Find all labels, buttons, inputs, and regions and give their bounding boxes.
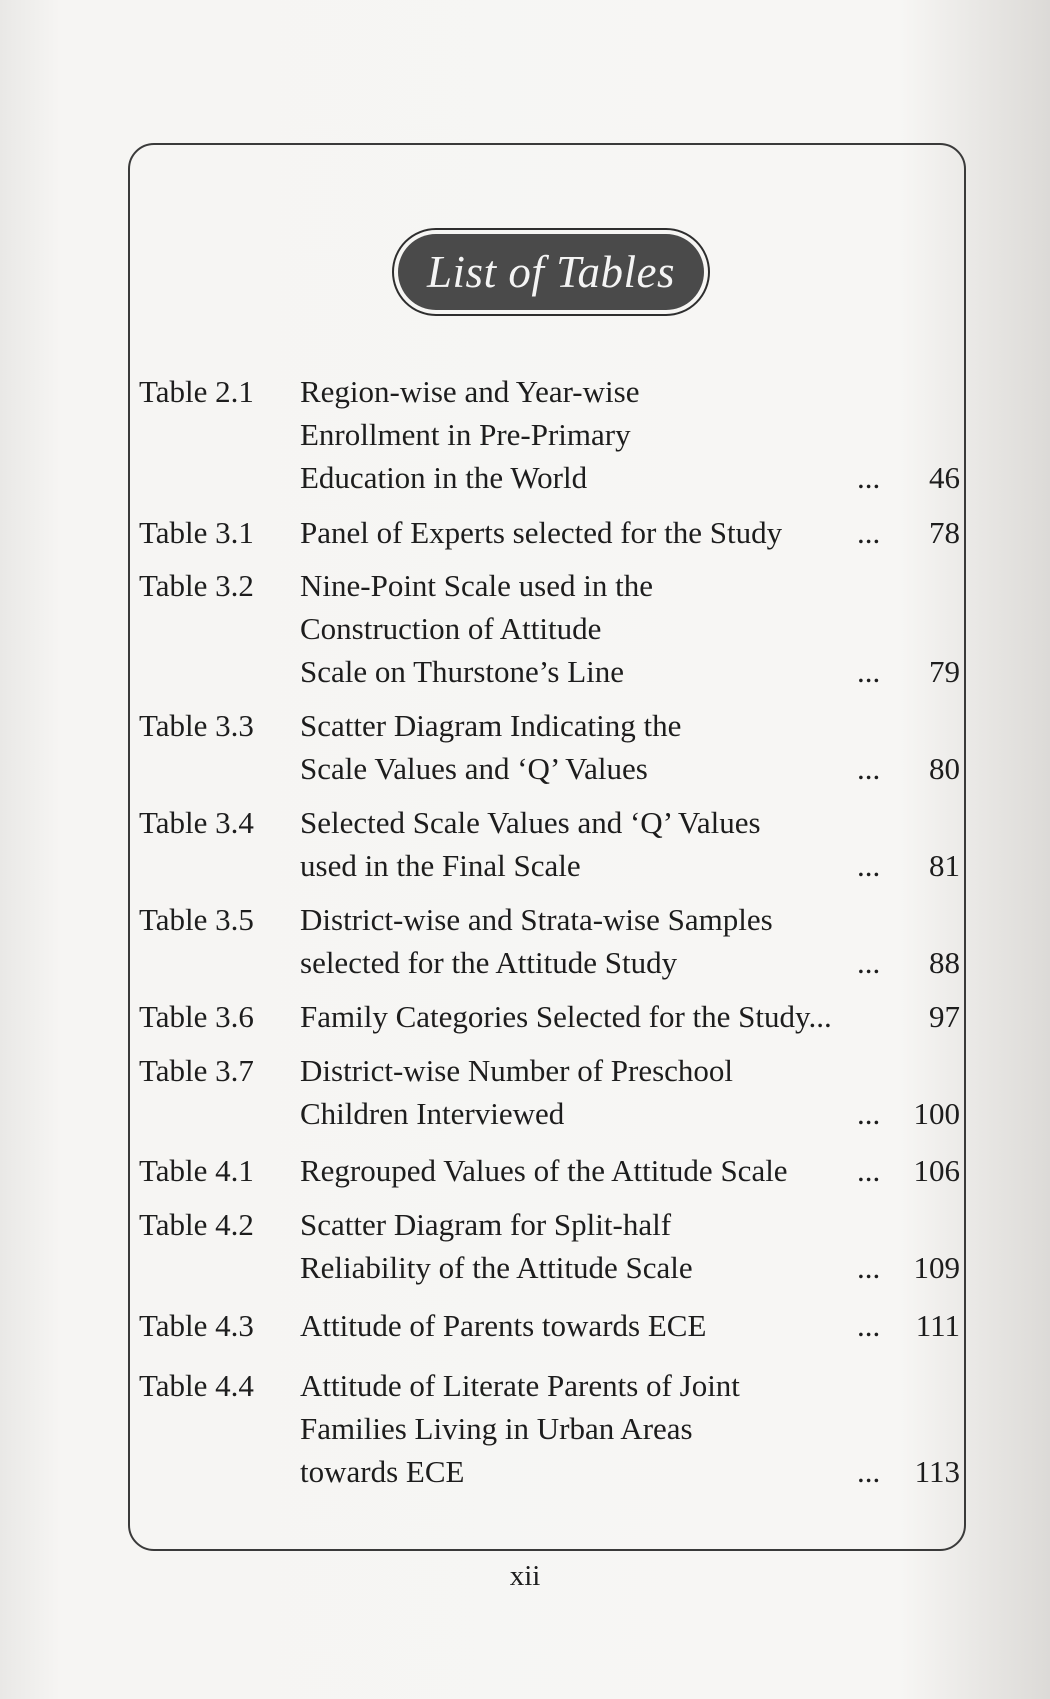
table-number: Table 3.4: [139, 805, 254, 840]
table-number: Table 3.5: [139, 902, 254, 937]
table-title-line: Enrollment in Pre-Primary: [300, 417, 631, 452]
table-title-line: selected for the Attitude Study: [300, 945, 678, 980]
page-number: 78: [929, 515, 960, 550]
table-title-line: Scale on Thurstone’s Line: [300, 654, 625, 689]
table-title-line: Selected Scale Values and ‘Q’ Values: [300, 805, 761, 840]
table-title-line: Construction of Attitude: [300, 611, 602, 646]
table-title: [300, 1049, 840, 1135]
title-banner-inner: [398, 234, 704, 310]
page-number: 46: [929, 460, 960, 495]
table-title-line: Scale Values and ‘Q’ Values: [300, 751, 648, 786]
page-number: 81: [929, 848, 960, 883]
table-number: Table 3.6: [139, 999, 254, 1034]
page-number: 113: [914, 1454, 960, 1489]
table-title: [300, 704, 840, 790]
table-number: Table 2.1: [139, 374, 254, 409]
table-number: Table 3.7: [139, 1053, 254, 1088]
table-title: [300, 1203, 840, 1289]
leader-dots: ...: [857, 460, 881, 495]
table-title-line: Reliability of the Attitude Scale: [300, 1250, 693, 1285]
table-number: Table 4.1: [139, 1153, 254, 1188]
page-number: 100: [913, 1096, 960, 1131]
table-title: [300, 995, 840, 1038]
page-number: 80: [929, 751, 960, 786]
table-title: [300, 801, 840, 887]
folio: xii: [509, 1560, 541, 1592]
leader-dots: ...: [857, 1096, 881, 1131]
page-number: 106: [913, 1153, 960, 1188]
table-title-line: Children Interviewed: [300, 1096, 565, 1131]
table-title-line: used in the Final Scale: [300, 848, 581, 883]
leader-dots: ...: [857, 1308, 881, 1343]
leader-dots: ...: [857, 1250, 881, 1285]
leader-dots: ...: [857, 1153, 881, 1188]
table-title: [300, 1364, 840, 1493]
table-number: Table 3.3: [139, 708, 254, 743]
table-title: [300, 370, 840, 499]
table-title-line: Attitude of Literate Parents of Joint: [300, 1368, 740, 1403]
table-number: Table 4.2: [139, 1207, 254, 1242]
table-title: [300, 511, 840, 554]
table-title-line: Nine-Point Scale used in the: [300, 568, 653, 603]
page-title: List of Tables: [427, 247, 675, 297]
title-banner: [392, 228, 710, 316]
leader-dots: ...: [857, 654, 881, 689]
table-number: Table 4.3: [139, 1308, 254, 1343]
table-number: Table 3.1: [139, 515, 254, 550]
table-title-line: Family Categories Selected for the Study...: [300, 999, 832, 1034]
table-title: [300, 898, 840, 984]
leader-dots: ...: [857, 1454, 881, 1489]
page-number: 88: [929, 945, 960, 980]
table-title-line: Panel of Experts selected for the Study: [300, 515, 783, 550]
table-title-line: Families Living in Urban Areas: [300, 1411, 693, 1446]
table-number: Table 4.4: [139, 1368, 254, 1403]
page-number: 97: [929, 999, 960, 1034]
table-title-line: Scatter Diagram for Split-half: [300, 1207, 672, 1242]
page-number: 79: [929, 654, 960, 689]
table-title-line: District-wise and Strata-wise Samples: [300, 902, 773, 937]
table-number: Table 3.2: [139, 568, 254, 603]
table-title-line: Education in the World: [300, 460, 588, 495]
table-title: [300, 1149, 840, 1192]
leader-dots: ...: [857, 945, 881, 980]
table-title: [300, 1304, 840, 1347]
page-number: 111: [915, 1308, 960, 1343]
table-title-line: Regrouped Values of the Attitude Scale: [300, 1153, 788, 1188]
table-title-line: towards ECE: [300, 1454, 465, 1489]
table-title-line: Region-wise and Year-wise: [300, 374, 640, 409]
table-title-line: Scatter Diagram Indicating the: [300, 708, 682, 743]
leader-dots: ...: [857, 751, 881, 786]
page-number: 109: [913, 1250, 960, 1285]
leader-dots: ...: [857, 515, 881, 550]
table-title-line: District-wise Number of Preschool: [300, 1053, 734, 1088]
leader-dots: ...: [857, 848, 881, 883]
table-title: [300, 564, 840, 693]
table-title-line: Attitude of Parents towards ECE: [300, 1308, 707, 1343]
